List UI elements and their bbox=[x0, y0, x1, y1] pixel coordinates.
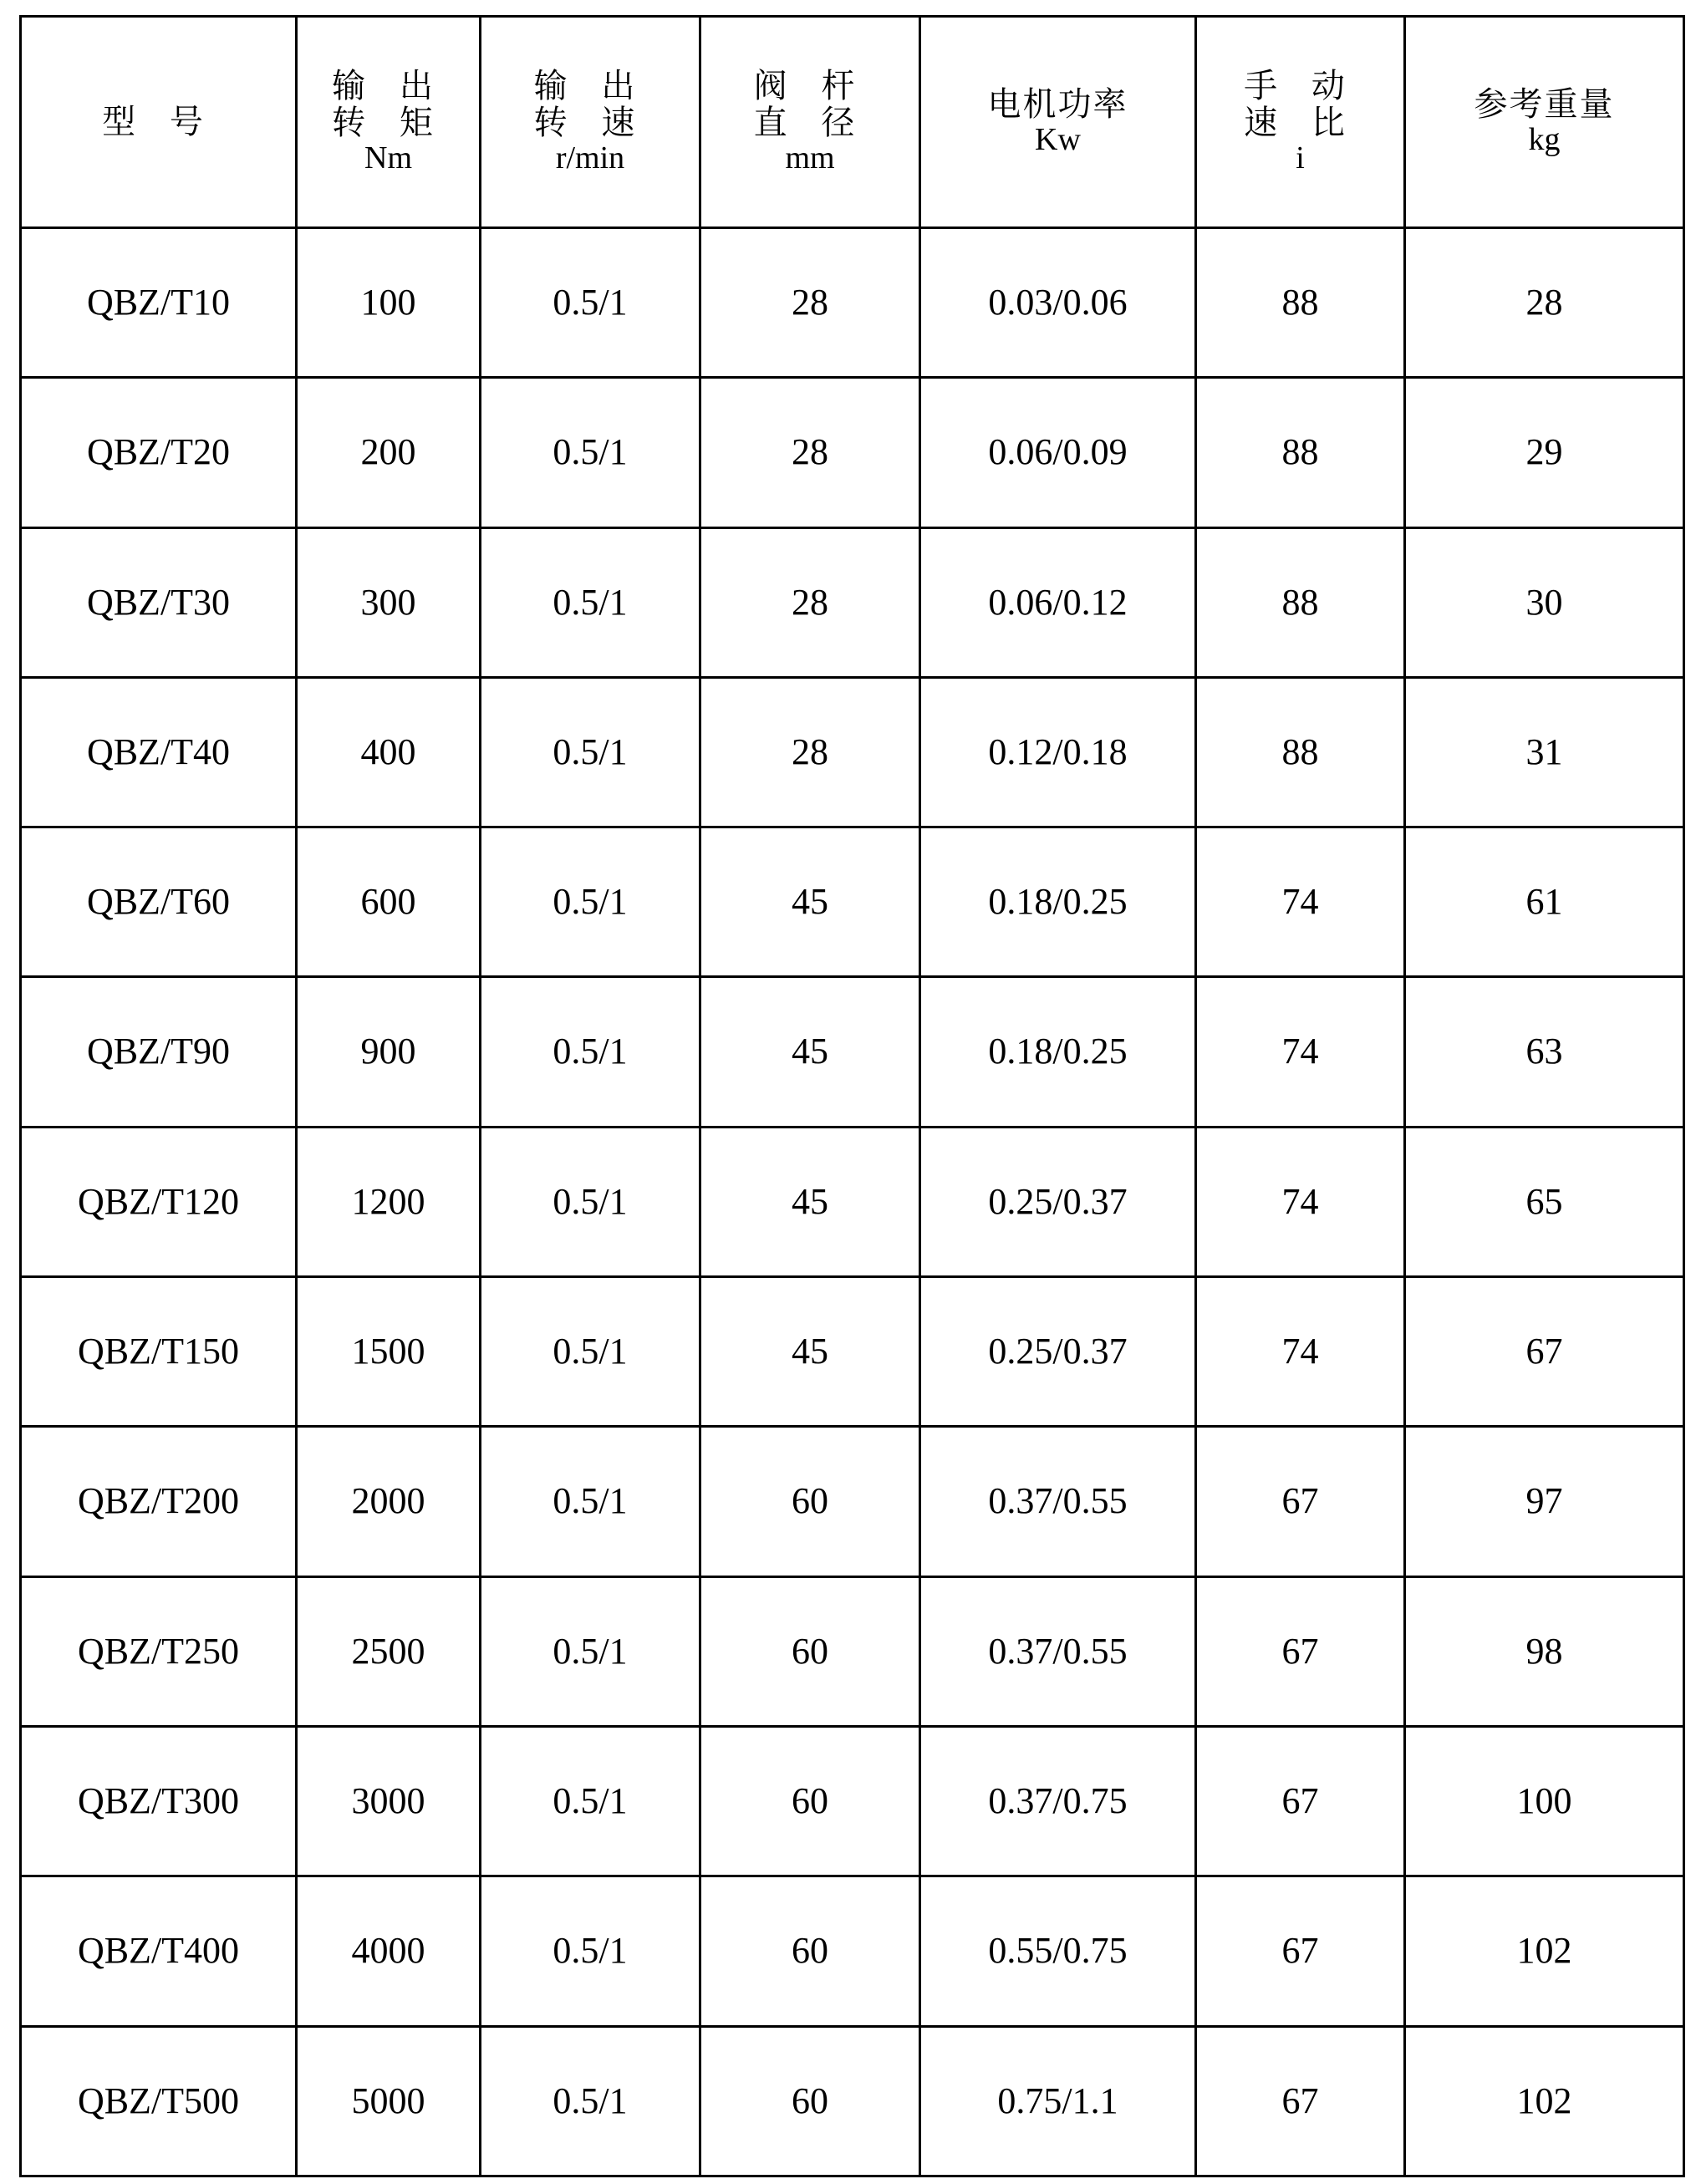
cell-manual-ratio: 67 bbox=[1196, 1876, 1405, 2026]
header-output-torque bbox=[297, 17, 481, 228]
cell-output-torque: 4000 bbox=[297, 1876, 481, 2026]
cell-reference-weight: 29 bbox=[1405, 378, 1684, 527]
cell-stem-diameter: 28 bbox=[700, 677, 920, 827]
header-stem-diameter-line-1: 阀 杆 bbox=[753, 67, 867, 106]
table-row bbox=[21, 677, 1684, 827]
cell-manual-ratio: 88 bbox=[1196, 527, 1405, 677]
cell-motor-power: 0.25/0.37 bbox=[920, 1127, 1196, 1276]
header-output-speed-line-2: 转 速 bbox=[533, 104, 647, 143]
cell-stem-diameter: 60 bbox=[700, 1576, 920, 1726]
header-reference-weight-line-1: 参考重量 bbox=[1474, 85, 1615, 125]
cell-manual-ratio: 67 bbox=[1196, 1726, 1405, 1876]
cell-motor-power: 0.03/0.06 bbox=[920, 228, 1196, 378]
cell-motor-power: 0.06/0.12 bbox=[920, 527, 1196, 677]
cell-output-torque: 2500 bbox=[297, 1576, 481, 1726]
cell-reference-weight: 28 bbox=[1405, 228, 1684, 378]
cell-stem-diameter: 45 bbox=[700, 1277, 920, 1427]
cell-reference-weight: 67 bbox=[1405, 1277, 1684, 1427]
table-row bbox=[21, 1726, 1684, 1876]
header-model-line-1: 型 号 bbox=[102, 103, 215, 141]
cell-output-speed: 0.5/1 bbox=[481, 527, 700, 677]
cell-motor-power: 0.18/0.25 bbox=[920, 977, 1196, 1127]
cell-model: QBZ/T500 bbox=[21, 2026, 297, 2176]
cell-output-speed: 0.5/1 bbox=[481, 228, 700, 378]
cell-output-speed: 0.5/1 bbox=[481, 1277, 700, 1427]
cell-motor-power: 0.37/0.55 bbox=[920, 1427, 1196, 1576]
cell-reference-weight: 102 bbox=[1405, 1876, 1684, 2026]
cell-motor-power: 0.75/1.1 bbox=[920, 2026, 1196, 2176]
cell-motor-power: 0.37/0.75 bbox=[920, 1726, 1196, 1876]
header-reference-weight bbox=[1405, 17, 1684, 228]
cell-manual-ratio: 67 bbox=[1196, 2026, 1405, 2176]
cell-stem-diameter: 45 bbox=[700, 977, 920, 1127]
header-manual-ratio bbox=[1196, 17, 1405, 228]
cell-manual-ratio: 88 bbox=[1196, 677, 1405, 827]
cell-output-speed: 0.5/1 bbox=[481, 2026, 700, 2176]
cell-output-speed: 0.5/1 bbox=[481, 827, 700, 977]
table-row bbox=[21, 977, 1684, 1127]
header-model bbox=[21, 17, 297, 228]
header-output-speed-line-1: 输 出 bbox=[533, 67, 647, 106]
cell-motor-power: 0.06/0.09 bbox=[920, 378, 1196, 527]
cell-reference-weight: 61 bbox=[1405, 827, 1684, 977]
cell-stem-diameter: 28 bbox=[700, 527, 920, 677]
header-manual-ratio-line-1: 手 动 bbox=[1244, 67, 1357, 106]
header-output-torque-unit: Nm bbox=[364, 140, 412, 176]
header-manual-ratio-line-2: 速 比 bbox=[1244, 104, 1357, 143]
cell-output-speed: 0.5/1 bbox=[481, 1726, 700, 1876]
cell-model: QBZ/T300 bbox=[21, 1726, 297, 1876]
cell-motor-power: 0.37/0.55 bbox=[920, 1576, 1196, 1726]
cell-manual-ratio: 74 bbox=[1196, 977, 1405, 1127]
header-stem-diameter bbox=[700, 17, 920, 228]
cell-output-torque: 5000 bbox=[297, 2026, 481, 2176]
cell-motor-power: 0.25/0.37 bbox=[920, 1277, 1196, 1427]
cell-manual-ratio: 74 bbox=[1196, 1277, 1405, 1427]
cell-output-torque: 1200 bbox=[297, 1127, 481, 1276]
cell-manual-ratio: 67 bbox=[1196, 1576, 1405, 1726]
cell-reference-weight: 63 bbox=[1405, 977, 1684, 1127]
cell-model: QBZ/T400 bbox=[21, 1876, 297, 2026]
cell-stem-diameter: 28 bbox=[700, 228, 920, 378]
table-row bbox=[21, 1127, 1684, 1276]
table-row bbox=[21, 527, 1684, 677]
cell-stem-diameter: 45 bbox=[700, 827, 920, 977]
cell-output-torque: 600 bbox=[297, 827, 481, 977]
cell-reference-weight: 100 bbox=[1405, 1726, 1684, 1876]
cell-reference-weight: 31 bbox=[1405, 677, 1684, 827]
cell-model: QBZ/T200 bbox=[21, 1427, 297, 1576]
cell-output-torque: 1500 bbox=[297, 1277, 481, 1427]
cell-stem-diameter: 60 bbox=[700, 1876, 920, 2026]
cell-reference-weight: 97 bbox=[1405, 1427, 1684, 1576]
cell-model: QBZ/T40 bbox=[21, 677, 297, 827]
cell-model: QBZ/T20 bbox=[21, 378, 297, 527]
cell-output-speed: 0.5/1 bbox=[481, 1127, 700, 1276]
cell-output-torque: 2000 bbox=[297, 1427, 481, 1576]
header-reference-weight-unit: kg bbox=[1528, 122, 1561, 158]
cell-manual-ratio: 88 bbox=[1196, 378, 1405, 527]
cell-motor-power: 0.55/0.75 bbox=[920, 1876, 1196, 2026]
cell-stem-diameter: 45 bbox=[700, 1127, 920, 1276]
cell-output-torque: 3000 bbox=[297, 1726, 481, 1876]
cell-manual-ratio: 67 bbox=[1196, 1427, 1405, 1576]
header-output-torque-line-1: 输 出 bbox=[332, 67, 445, 106]
header-motor-power-line-1: 电机功率 bbox=[987, 85, 1128, 125]
cell-model: QBZ/T30 bbox=[21, 527, 297, 677]
cell-output-speed: 0.5/1 bbox=[481, 1427, 700, 1576]
spec-table bbox=[19, 15, 1685, 2177]
cell-manual-ratio: 88 bbox=[1196, 228, 1405, 378]
cell-model: QBZ/T90 bbox=[21, 977, 297, 1127]
cell-output-torque: 100 bbox=[297, 228, 481, 378]
table-row bbox=[21, 1277, 1684, 1427]
cell-model: QBZ/T250 bbox=[21, 1576, 297, 1726]
cell-motor-power: 0.12/0.18 bbox=[920, 677, 1196, 827]
cell-output-torque: 300 bbox=[297, 527, 481, 677]
cell-output-torque: 900 bbox=[297, 977, 481, 1127]
header-output-torque-line-2: 转 矩 bbox=[332, 104, 445, 143]
table-row bbox=[21, 1576, 1684, 1726]
cell-model: QBZ/T120 bbox=[21, 1127, 297, 1276]
cell-stem-diameter: 28 bbox=[700, 378, 920, 527]
cell-output-speed: 0.5/1 bbox=[481, 1576, 700, 1726]
table-row bbox=[21, 1427, 1684, 1576]
table-row bbox=[21, 228, 1684, 378]
header-motor-power bbox=[920, 17, 1196, 228]
cell-stem-diameter: 60 bbox=[700, 2026, 920, 2176]
header-output-speed bbox=[481, 17, 700, 228]
cell-reference-weight: 30 bbox=[1405, 527, 1684, 677]
cell-motor-power: 0.18/0.25 bbox=[920, 827, 1196, 977]
cell-output-torque: 200 bbox=[297, 378, 481, 527]
cell-reference-weight: 98 bbox=[1405, 1576, 1684, 1726]
cell-output-torque: 400 bbox=[297, 677, 481, 827]
cell-reference-weight: 102 bbox=[1405, 2026, 1684, 2176]
cell-manual-ratio: 74 bbox=[1196, 827, 1405, 977]
cell-output-speed: 0.5/1 bbox=[481, 677, 700, 827]
header-output-speed-unit: r/min bbox=[555, 140, 625, 176]
header-manual-ratio-unit: i bbox=[1296, 140, 1305, 176]
cell-model: QBZ/T60 bbox=[21, 827, 297, 977]
cell-output-speed: 0.5/1 bbox=[481, 378, 700, 527]
cell-reference-weight: 65 bbox=[1405, 1127, 1684, 1276]
header-motor-power-unit: Kw bbox=[1035, 122, 1081, 158]
cell-output-speed: 0.5/1 bbox=[481, 977, 700, 1127]
cell-manual-ratio: 74 bbox=[1196, 1127, 1405, 1276]
table-body bbox=[21, 17, 1684, 2176]
table-row bbox=[21, 827, 1684, 977]
cell-stem-diameter: 60 bbox=[700, 1427, 920, 1576]
table-row bbox=[21, 2026, 1684, 2176]
header-stem-diameter-unit: mm bbox=[785, 140, 835, 176]
cell-stem-diameter: 60 bbox=[700, 1726, 920, 1876]
cell-output-speed: 0.5/1 bbox=[481, 1876, 700, 2026]
header-stem-diameter-line-2: 直 径 bbox=[753, 104, 867, 143]
table-row bbox=[21, 378, 1684, 527]
cell-model: QBZ/T10 bbox=[21, 228, 297, 378]
table-row bbox=[21, 1876, 1684, 2026]
header-row bbox=[21, 17, 1684, 228]
cell-model: QBZ/T150 bbox=[21, 1277, 297, 1427]
